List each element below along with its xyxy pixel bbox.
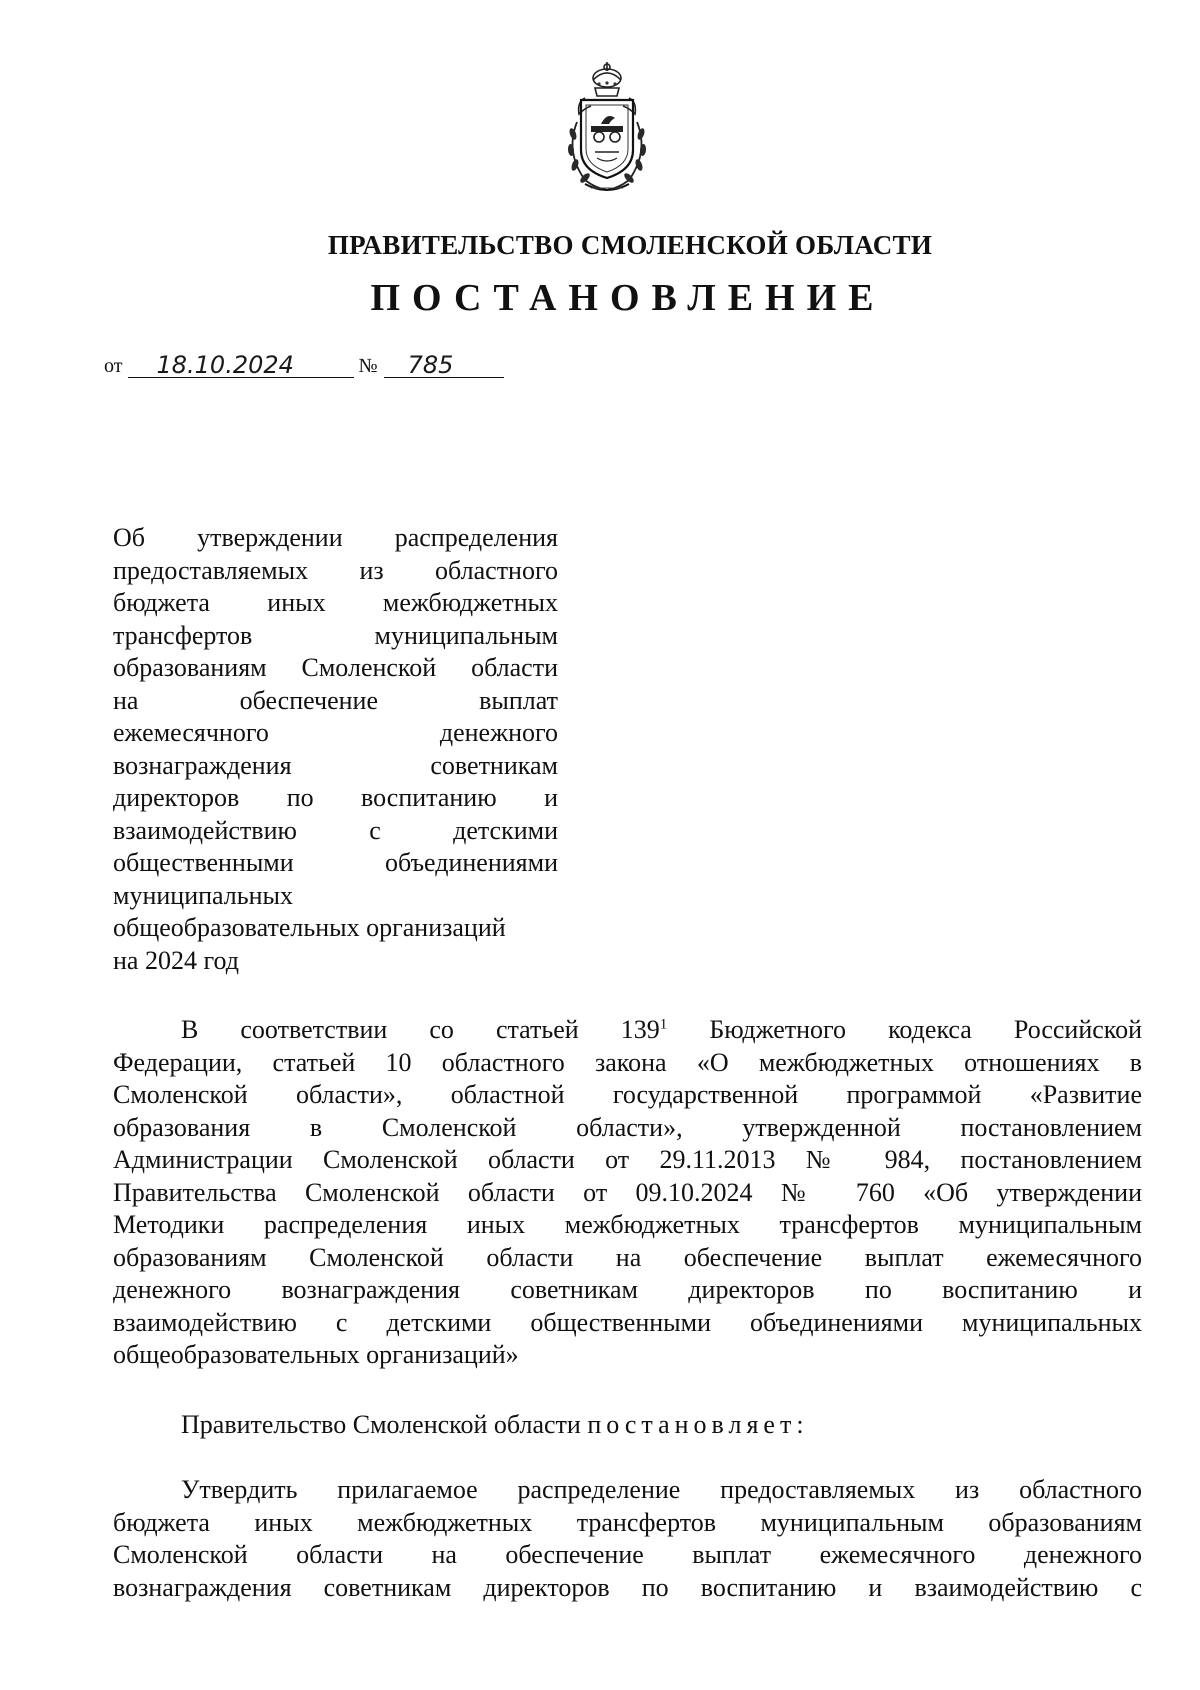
registration-line	[104, 352, 504, 378]
coat-of-arms-icon	[555, 62, 660, 197]
operative-paragraph	[113, 1474, 1142, 1604]
subject-line: ежемесячного денежного	[113, 718, 558, 747]
subject-line: образованиям Смоленской области	[113, 653, 558, 682]
subject-line: взаимодействию с детскими	[113, 815, 558, 845]
operative-line: вознаграждения советникам директоров по воспитанию и взаимодействию с	[113, 1572, 1142, 1602]
subject-line: трансфертов муниципальным	[113, 620, 558, 650]
preamble-last-line: общеобразовательных организаций»	[113, 1340, 519, 1369]
subject-line: директоров по воспитанию и	[113, 783, 558, 812]
subject-line: на 2024 год	[113, 945, 239, 975]
resolves-subject: Правительство Смоленской области	[181, 1410, 581, 1439]
subject-line: на обеспечение выплат	[113, 685, 558, 715]
preamble-line: Администрации Смоленской области от 29.11.2013 № 984, постановлением	[113, 1145, 1142, 1174]
resolves-line	[113, 1409, 1142, 1442]
subject-line: общеобразовательных организаций	[113, 913, 506, 942]
preamble-line: образования в Смоленской области», утвержденной постановлением	[113, 1112, 1142, 1142]
preamble-first-line	[113, 1014, 1142, 1047]
preamble-line: Смоленской области», областной государственной программой «Развитие	[113, 1080, 1142, 1109]
article-superscript: 1	[659, 1016, 668, 1033]
subject-line: общественными объединениями	[113, 848, 558, 877]
preamble-line: Федерации, статьей 10 областного закона «О межбюджетных отношениях в	[113, 1047, 1142, 1077]
preamble-text: Бюджетного кодекса Российской	[709, 1015, 1143, 1044]
subject-line: предоставляемых из областного	[113, 555, 558, 585]
operative-line: бюджета иных межбюджетных трансфертов муниципальным образованиям	[113, 1507, 1142, 1537]
preamble-line: образованиям Смоленской области на обеспечение выплат ежемесячного	[113, 1242, 1142, 1272]
subject-line: муниципальных	[113, 880, 294, 910]
subject-line: вознаграждения советникам	[113, 750, 558, 780]
resolves-paragraph	[113, 1409, 1142, 1442]
resolves-verb: постановляет:	[587, 1410, 809, 1439]
handwritten-number: 785	[384, 352, 504, 378]
preamble-line: Методики распределения иных межбюджетных трансфертов муниципальным	[113, 1210, 1142, 1239]
document-subject	[113, 522, 558, 977]
number-prefix: №	[358, 355, 378, 377]
subject-line: Об утверждении распределения	[113, 523, 558, 552]
subject-line: бюджета иных межбюджетных	[113, 588, 558, 617]
document-type-heading: ПОСТАНОВЛЕНИЕ	[370, 277, 886, 319]
operative-line: Смоленской области на обеспечение выплат ежемесячного денежного	[113, 1540, 1142, 1569]
preamble-paragraph	[113, 1014, 1142, 1372]
preamble-text: В соответствии со статьей 139	[181, 1015, 660, 1044]
preamble-line: взаимодействию с детскими общественными объединениями муниципальных	[113, 1307, 1142, 1337]
operative-line: Утвердить прилагаемое распределение предоставляемых из областного	[181, 1475, 1142, 1504]
preamble-line: денежного вознаграждения советникам директоров по воспитанию и	[113, 1275, 1142, 1304]
organization-title: ПРАВИТЕЛЬСТВО СМОЛЕНСКОЙ ОБЛАСТИ	[327, 230, 933, 260]
preamble-line: Правительства Смоленской области от 09.10.2024 № 760 «Об утверждении	[113, 1177, 1142, 1207]
date-prefix: от	[104, 355, 123, 377]
handwritten-date: 18.10.2024	[128, 352, 354, 378]
